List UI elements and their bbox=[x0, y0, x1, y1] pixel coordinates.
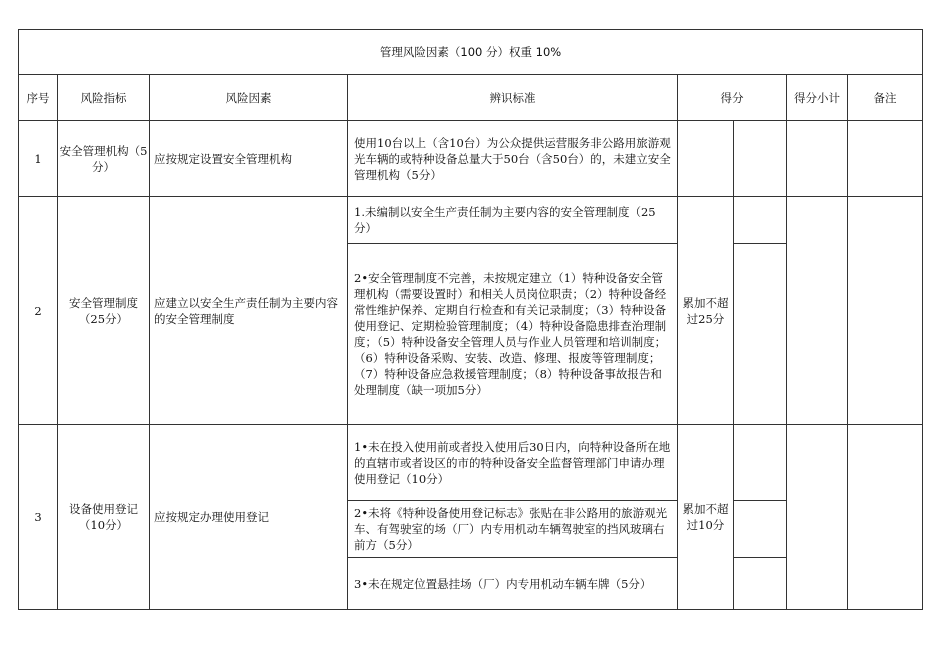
row-3-score-note: 累加不超过10分 bbox=[678, 425, 734, 610]
row-1-factor: 应按规定设置安全管理机构 bbox=[150, 121, 348, 197]
row-2-score-note: 累加不超过25分 bbox=[678, 197, 734, 425]
header-factor: 风险因素 bbox=[150, 75, 348, 121]
row-3-factor: 应按规定办理使用登记 bbox=[150, 425, 348, 610]
row-2-indicator: 安全管理制度（25分） bbox=[58, 197, 150, 425]
row-1-score-value bbox=[734, 121, 787, 197]
table-row bbox=[19, 121, 923, 197]
row-1-score-note bbox=[678, 121, 734, 197]
row-3-score-value-1 bbox=[734, 425, 787, 501]
row-3-criteria-3: 3•未在规定位置悬挂场（厂）内专用机动车辆车牌（5分） bbox=[348, 558, 678, 610]
row-1-no: 1 bbox=[19, 121, 58, 197]
row-2-criteria-2: 2•安全管理制度不完善，未按规定建立（1）特种设备安全管理机构（需要设置时）和相关人员岗位职责；（2）特种设备经常性维护保养、定期自行检查和有关记录制度；（3）特种设备使用登记、定期检验管理制度；（4）特种设备隐患排查治理制度；（5）特种设备安全管理人员与作业人员管理和培训制度；（6）特种设备采购、安装、改造、修理、报废等管理制度；（7）特种设备应急救援管理制度；（8）特种设备事故报告和处理制度（缺一项加5分） bbox=[348, 244, 678, 425]
row-2-factor: 应建立以安全生产责任制为主要内容的安全管理制度 bbox=[150, 197, 348, 425]
header-score: 得分 bbox=[678, 75, 787, 121]
header-criteria: 辨识标准 bbox=[348, 75, 678, 121]
row-1-criteria-1: 使用10台以上（含10台）为公众提供运营服务非公路用旅游观光车辆的或特种设备总量大于50台（含50台）的，未建立安全管理机构（5分） bbox=[348, 121, 678, 197]
header-subtotal: 得分小计 bbox=[787, 75, 848, 121]
row-2-score-value-2 bbox=[734, 244, 787, 425]
risk-assessment-table bbox=[18, 29, 923, 610]
header-row bbox=[19, 75, 923, 121]
row-1-indicator: 安全管理机构（5分） bbox=[58, 121, 150, 197]
row-2-no: 2 bbox=[19, 197, 58, 425]
row-2-score-value-1 bbox=[734, 197, 787, 244]
row-2-criteria-1: 1.未编制以安全生产责任制为主要内容的安全管理制度（25分） bbox=[348, 197, 678, 244]
header-indicator: 风险指标 bbox=[58, 75, 150, 121]
header-no: 序号 bbox=[19, 75, 58, 121]
table-row bbox=[19, 197, 923, 244]
row-2-remark bbox=[848, 197, 923, 425]
row-3-criteria-2: 2•未将《特种设备使用登记标志》张贴在非公路用的旅游观光车、有驾驶室的场（厂）内专用机动车辆驾驶室的挡风玻璃右前方（5分） bbox=[348, 501, 678, 558]
row-1-subtotal bbox=[787, 121, 848, 197]
row-1-remark bbox=[848, 121, 923, 197]
row-3-remark bbox=[848, 425, 923, 610]
header-remark: 备注 bbox=[848, 75, 923, 121]
table-title: 管理风险因素（100 分）权重 10% bbox=[19, 30, 923, 75]
row-3-no: 3 bbox=[19, 425, 58, 610]
row-3-criteria-1: 1•未在投入使用前或者投入使用后30日内，向特种设备所在地的直辖市或者设区的市的特种设备安全监督管理部门申请办理使用登记（10分） bbox=[348, 425, 678, 501]
row-3-score-value-3 bbox=[734, 558, 787, 610]
row-2-subtotal bbox=[787, 197, 848, 425]
row-3-indicator: 设备使用登记（10分） bbox=[58, 425, 150, 610]
row-3-subtotal bbox=[787, 425, 848, 610]
table-row bbox=[19, 425, 923, 501]
row-3-score-value-2 bbox=[734, 501, 787, 558]
